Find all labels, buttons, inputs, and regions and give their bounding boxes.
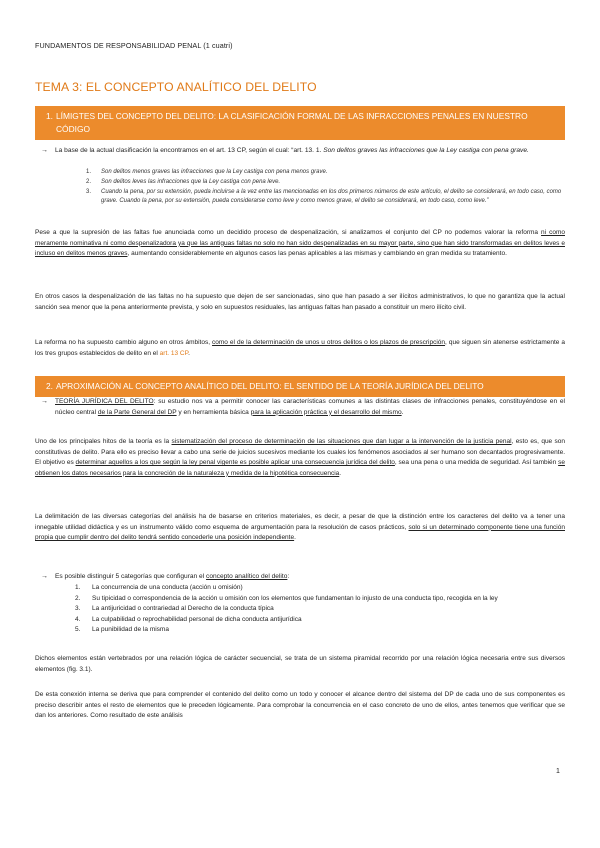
arrow-bullet-icon: → bbox=[41, 398, 48, 405]
section-2-heading bbox=[35, 376, 565, 397]
list-item: 1. La concurrencia de una conducta (acción u omisión) bbox=[75, 584, 243, 591]
list-item: 5. La punibilidad de la misma bbox=[75, 626, 169, 634]
document-title: TEMA 3: EL CONCEPTO ANALÍTICO DEL DELITO bbox=[35, 80, 317, 94]
running-header: FUNDAMENTOS DE RESPONSABILIDAD PENAL (1 cuatri) bbox=[35, 41, 233, 50]
paragraph: Dichos elementos están vertebrados por una relación lógica de carácter secuencial, se trata de un sistema piramidal recorrido por una relación lógica necesaria entre sus diversos elementos (fig. 3.1). bbox=[35, 655, 565, 673]
list-item: 3. Cuando la pena, por su extensión, pueda incluirse a la vez entre las mencionadas en los dos primeros números de este artículo, el delito se considerará, en todo caso, como grave. Cuando la pena, por su extensión, pueda considerarse como leve y como menos grave, el delito se considerará, en todo caso, como leve.” bbox=[86, 188, 562, 205]
paragraph: La reforma no ha supuesto cambio alguno en otros ámbitos, como el de la determinación de unos u otros delitos o los plazos de prescripción, que siguen sin atenerse estrictamente a los tres grupos establecidos de delito en el art. 13 CP. bbox=[35, 339, 565, 357]
arrow-bullet-icon: → bbox=[41, 147, 48, 154]
categories-intro: → Es posible distinguir 5 categorías que configuran el concepto analítico del delito: bbox=[55, 572, 565, 583]
list-item: 4. La culpabilidad o reprochabilidad personal de dicha conducta antijurídica bbox=[75, 615, 302, 623]
art13-items bbox=[86, 168, 565, 207]
teoria-juridica-point: → TEORÍA JURÍDICA DEL DELITO: su estudio nos va a permitir conocer las características comunes a las distintas clases de infracciones penales, constituyéndose en el núcleo central de la Parte General del DP y en herramienta básica para la aplicación práctica y el desarrollo del mismo. bbox=[41, 398, 565, 416]
section-heading-text: LÍMIGTES DEL CONCEPTO DEL DELITO: LA CLASIFICACIÓN FORMAL DE LAS INFRACCIONES PENALES EN NUESTRO CÓDIGO bbox=[56, 111, 528, 134]
paragraph: Pese a que la supresión de las faltas fue anunciada como un decidido proceso de despenalización, si analizamos el conjunto del CP no podemos valorar la reforma ni como meramente nominativa ni como despenalizadora ya que las antiguas faltas no solo no han sido despenalizadas en su mayor parte, sino que han sido transformadas en delitos leves e incluso en delitos menos graves, aumentando considerablemente en algunos casos las penas aplicables a las mismas y cambiando en gran medida su tratamiento. bbox=[35, 229, 565, 258]
section-1-heading bbox=[35, 106, 565, 140]
list-item: 2. Son delitos leves las infracciones que la Ley castiga con pena leve. bbox=[86, 178, 281, 185]
paragraph: La delimitación de las diversas categorías del análisis ha de basarse en criterios materiales, es decir, a pesar de que la distinción entre los caracteres del delito va a tener una innegable utilidad didáctica y es un instrumento válido como esquema de argumentación para la resolución de casos prácticos, solo si un determinado componente tiene una función propia que cumplir dentro del delito tendrá sentido concederle una posición independiente. bbox=[35, 513, 565, 542]
categories-list bbox=[75, 583, 565, 636]
list-item: 3. La antijuricidad o contrariedad al Derecho de la conducta típica bbox=[75, 605, 274, 613]
art13-intro: → La base de la actual clasificación la encontramos en el art. 13 CP, según el cual: “art. 13. 1. Son delitos graves las infracciones que la Ley castiga con pena grave. bbox=[55, 146, 565, 157]
list-item: 1. Son delitos menos graves las infracciones que la Ley castiga con pena menos grave. bbox=[86, 169, 328, 175]
paragraph: De esta conexión interna se deriva que para comprender el contenido del delito como un todo y conocer el alcance dentro del sistema del DP de cada uno de sus componentes es preciso describir antes el resto de elementos que le preceden lógicamente. Para comprobar la concurrencia en el caso concreto de uno de ellos, antes tenemos que verificar que se dan los anteriores. Como resultado de este análisis bbox=[35, 691, 565, 720]
arrow-bullet-icon: → bbox=[41, 573, 48, 580]
paragraph: Uno de los principales hitos de la teoría es la sistematización del proceso de determinación de las situaciones que dan lugar a la intervención de la justicia penal, esto es, que son constitutivas de delito. Para ello es preciso llevar a cabo una serie de juicios sucesivos mediante los cuales los fenómenos asociados al ser humano son decantados progresivamente. El objetivo es determinar aquellos a los que según la ley penal vigente es posible aplicar una consecuencia jurídica del delito, sea una pena o una medida de seguridad. Así también se obtienen los datos necesarios para la concreción de la naturaleza y medida de la hipotética consecuencia. bbox=[35, 438, 565, 477]
article-reference: art. 13 CP bbox=[159, 349, 189, 357]
section-number: 2. bbox=[46, 381, 53, 391]
section-number: 1. bbox=[46, 111, 53, 121]
paragraph: En otros casos la despenalización de las faltas no ha supuesto que dejen de ser sancionadas, sino que han pasado a ser ilícitos administrativos, lo que no garantiza que la actual sanción sea menor que la pena anteriormente prevista, y solo en supuestos residuales, las antiguas faltas han pasado a constituir un mero ilícito civil. bbox=[35, 293, 565, 311]
section-heading-text: APROXIMACIÓN AL CONCEPTO ANALÍTICO DEL DELITO: EL SENTIDO DE LA TEORÍA JURÍDICA DEL DELITO bbox=[56, 381, 484, 391]
list-item: 2. Su tipicidad o correspondencia de la acción u omisión con los elementos que fundamentan lo injusto de una conducta tipo, recogida en la ley bbox=[75, 594, 498, 602]
page-number: 1 bbox=[556, 768, 560, 775]
